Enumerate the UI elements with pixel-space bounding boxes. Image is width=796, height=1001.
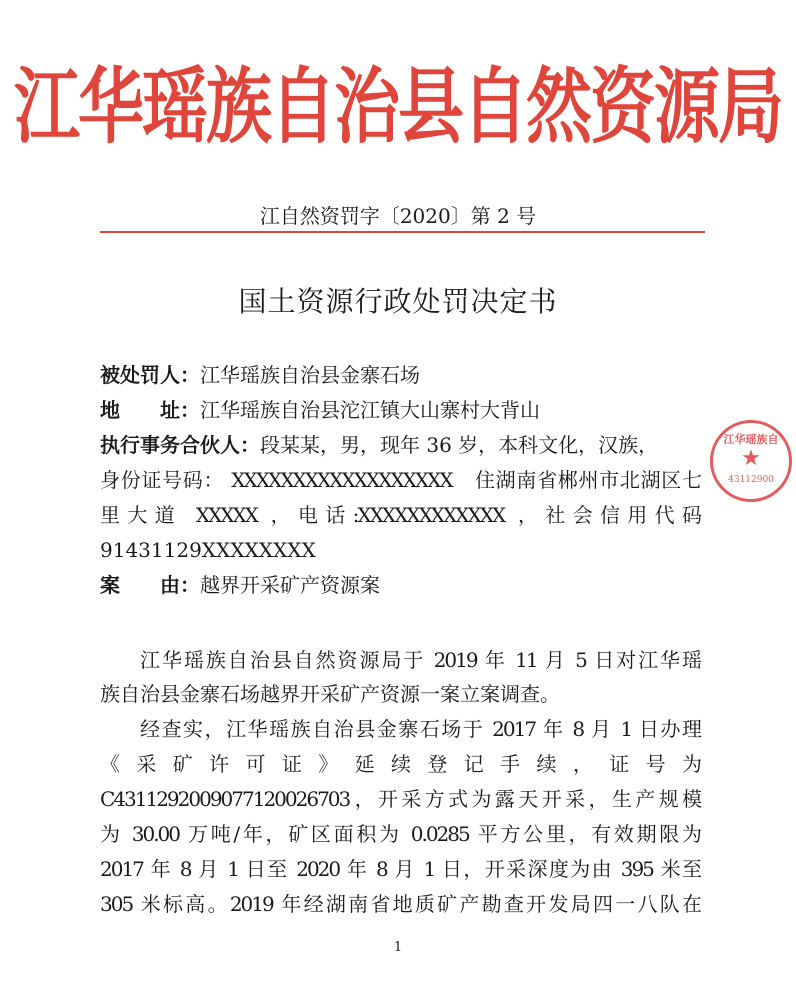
issuing-authority-header: 江华瑶族自治县自然资源局 (14, 57, 782, 156)
body-line: 族自治县金寨石场越界开采矿产资源一案立案调查。 (100, 682, 560, 706)
document-number: 江自然资罚字〔2020〕第 2 号 (259, 204, 537, 228)
field-label: 被处罚人： (100, 363, 200, 387)
body-line: 2017 年 8 月 1 日至 2020 年 8 月 1 日，开采深度为由 395 米至 (100, 857, 700, 881)
field-value: 段某某，男，现年 36 岁，本科文化，汉族， (260, 433, 659, 457)
credit-code-line: 91431129XXXXXXXX (100, 538, 316, 562)
field-value: 江华瑶族自治县金寨石场 (200, 363, 420, 387)
page-number: 1 (393, 940, 403, 955)
case-line (100, 572, 700, 598)
body-line: 为 30.00 万吨/年，矿区面积为 0.0285 平方公里，有效期限为 (100, 822, 700, 846)
seal-text: 江华瑶族自 (723, 433, 779, 446)
party-line (100, 362, 700, 388)
seal-star-icon: ★ (741, 446, 761, 471)
red-divider (100, 231, 705, 233)
contact-line: 里大道 XXXXX ，电话:XXXXXXXXXXXX ，社会信用代码 (100, 503, 700, 527)
official-seal (710, 420, 792, 502)
body-line: 《采矿许可证》延续登记手续，证号为 (100, 752, 700, 776)
field-value: 江华瑶族自治县沱江镇大山寨村大背山 (200, 398, 540, 422)
id-line: 身份证号码： XXXXXXXXXXXXXXXXXX 住湖南省郴州市北湖区七 (100, 468, 700, 492)
body-line: 江华瑶族自治县自然资源局于 2019 年 11 月 5 日对江华瑶 (140, 648, 700, 672)
body-line: C4311292009077120026703，开采方式为露天开采，生产规模 (100, 787, 700, 811)
document-title: 国土资源行政处罚决定书 (238, 285, 558, 318)
field-label: 执行事务合伙人： (100, 433, 260, 457)
field-label: 地 址： (100, 398, 200, 422)
body-line: 经查实，江华瑶族自治县金寨石场于 2017 年 8 月 1 日办理 (140, 717, 700, 741)
address-line (100, 397, 700, 423)
field-label: 案 由： (100, 573, 200, 597)
seal-digits: 43112900 (728, 475, 774, 485)
body-line: 305 米标高。2019 年经湖南省地质矿产勘查开发局四一八队在 (100, 892, 700, 916)
partner-line (100, 432, 700, 458)
field-value: 越界开采矿产资源案 (200, 573, 380, 597)
